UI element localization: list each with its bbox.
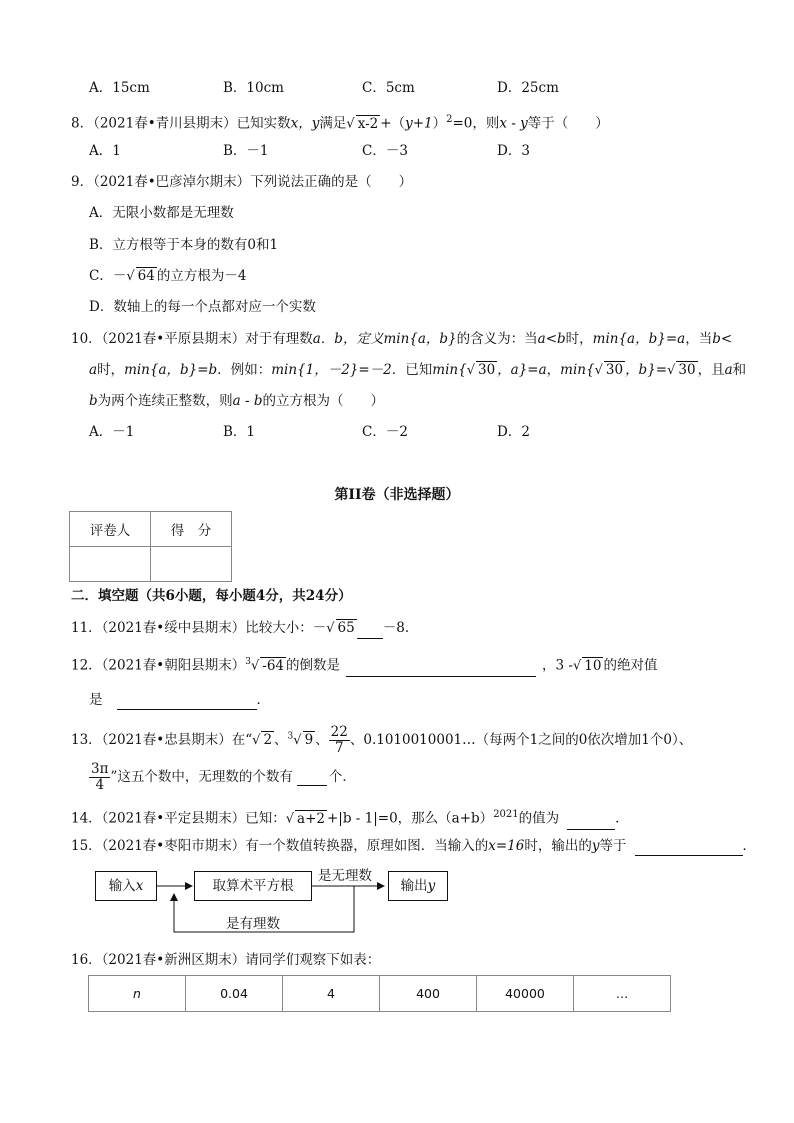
flow-input-box: 输入x: [95, 871, 157, 901]
question-12-line-2: 是 ．: [89, 692, 270, 708]
question-16-stem: 16．（2021春•新洲区期末）请同学们观察下如表：: [71, 952, 381, 968]
n-value-cell: 4: [283, 976, 380, 1012]
flow-rational-label: 是有理数: [226, 916, 280, 932]
n-value-cell: …: [574, 976, 671, 1012]
q9-option-d: D．数轴上的每一个点都对应一个实数: [89, 299, 316, 315]
q9-option-a: A．无限小数都是无理数: [89, 205, 234, 221]
section-2-title: 第II卷（非选择题）: [334, 487, 460, 503]
question-14: 14．（2021春•平定县期末）已知：√ a+2 +|b - 1|=0，那么$(a+b)^{2021}$的值为 ．: [71, 805, 629, 830]
question-10-line-3: b为两个连续正整数，则a - b的立方根为（ ）: [89, 393, 384, 409]
question-15: 15．（2021春•枣阳市期末）有一个数值转换器，原理如图．当输入的x=16时，输出的y等于 ．: [71, 838, 756, 854]
question-13-line-2: $\frac{3\pi}{4}$ ”这五个数中，无理数的个数有 个．: [91, 761, 356, 793]
n-header-cell: n: [89, 976, 186, 1012]
q7-option-b: B．10cm: [223, 80, 284, 96]
q10-option-a: A．－1: [89, 424, 135, 440]
q8-option-b: B．－1: [223, 143, 269, 159]
flow-irrational-label: 是无理数: [318, 868, 372, 884]
q10-option-b: B．1: [223, 424, 256, 440]
q7-option-d: D．25cm: [497, 80, 559, 96]
score-header: 得 分: [151, 512, 232, 547]
n-value-cell: 0.04: [186, 976, 283, 1012]
q7-option-c: C．5cm: [362, 80, 415, 96]
question-13-line-1: 13．（2021春•忠县期末）在“√ 2 、$^3$√ 9 、 $\frac{22}{7}$ 、0.1010010001…（每两个1之间的0依次增加1个0）、: [71, 724, 693, 756]
q7-option-a: A．15cm: [89, 80, 150, 96]
fraction-22-7: $\frac{22}{7}$: [330, 724, 348, 756]
n-value-cell: 400: [380, 976, 477, 1012]
q8-option-d: D．3: [497, 143, 530, 159]
q10-option-c: C．－2: [362, 424, 408, 440]
grader-header: 评卷人: [70, 512, 151, 547]
q9-option-c: C．－√ 64 的立方根为－4: [89, 268, 247, 284]
flow-process-box: 取算术平方根: [194, 871, 312, 901]
question-9-stem: 9．（2021春•巴彦淖尔期末）下列说法正确的是（ ）: [71, 174, 413, 190]
q8-option-c: C．－3: [362, 143, 408, 159]
question-11: 11．（2021春•绥中县期末）比较大小：－√ 65 －8．: [71, 618, 418, 639]
flow-output-box: 输出y: [388, 871, 448, 901]
n-values-table: [88, 975, 671, 1012]
fraction-3pi-4: $\frac{3\pi}{4}$: [91, 761, 109, 793]
question-12-line-1: 12．（2021春•朝阳县期末）$^3$√ -64 的倒数是 ，3 -√ 10 的绝对值: [71, 652, 657, 677]
q8-option-a: A．1: [89, 143, 121, 159]
question-8-stem: 8．（2021春•青川县期末）已知实数x，y满足√ $x-2 +(y+1)^2=0$，则x - y等于（ ）: [71, 114, 609, 132]
q9-option-b: B．立方根等于本身的数有0和1: [89, 237, 279, 253]
fill-in-heading: 二．填空题（共6小题，每小题4分，共24分）: [71, 588, 352, 604]
question-10-line-1: 10．（2021春•平原县期末）对于有理数a．b，定义min{a，b}的含义为：当a<b时，min{a，b}=a，当b<: [71, 331, 733, 347]
question-10-line-2: a时，min{a，b}=b．例如：min{1，－2}=－2．已知min{√ 30 ，a}=a，min{√ 30 ，b}=√ 30 ，且a和: [89, 362, 747, 378]
n-value-cell: 40000: [477, 976, 574, 1012]
q10-option-d: D．2: [497, 424, 530, 440]
